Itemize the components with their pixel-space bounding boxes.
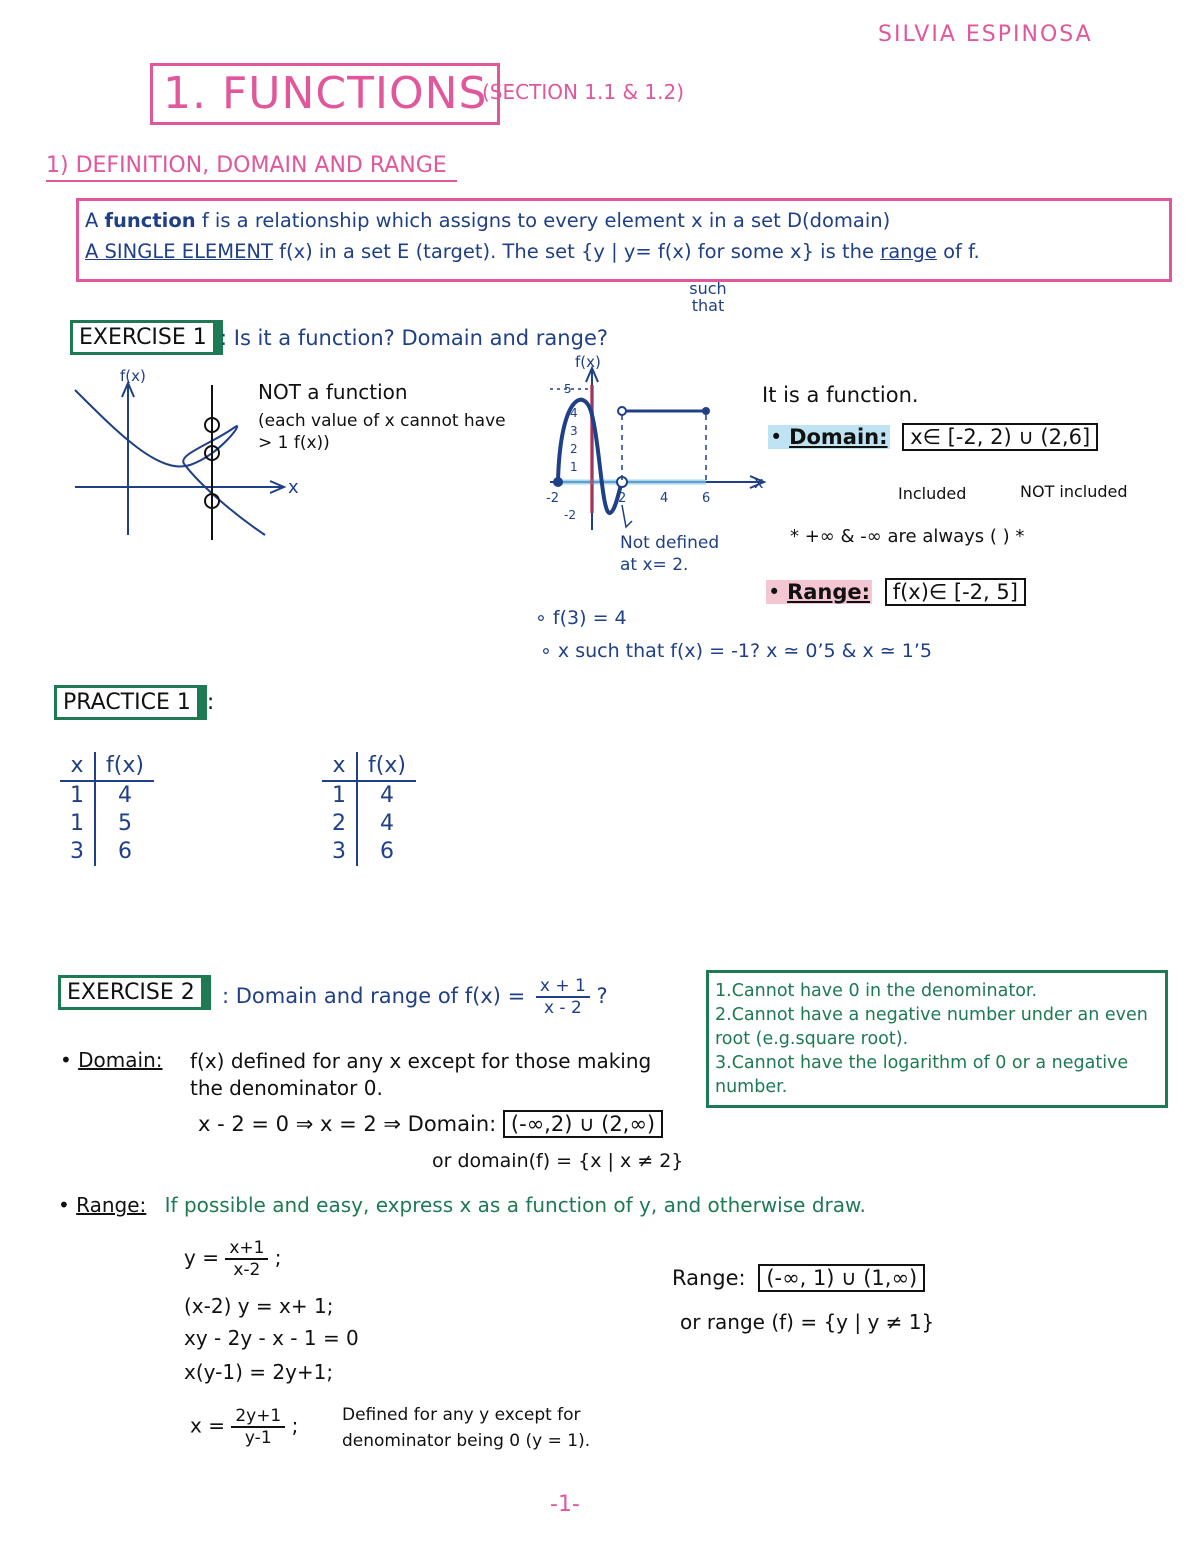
graph2-y-tick: 2 [570, 442, 578, 456]
graph2-y-tick: -2 [564, 508, 576, 522]
section-ref: (SECTION 1.1 & 1.2) [482, 80, 685, 104]
table-header: x [322, 752, 357, 781]
graph-function [530, 355, 770, 535]
table-header: f(x) [95, 752, 154, 781]
included-note: Included [898, 484, 967, 503]
range-step-3: xy - 2y - x - 1 = 0 [184, 1326, 359, 1350]
range-step-2: (x-2) y = x+ 1; [184, 1294, 334, 1318]
graph2-x-tick: 2 [618, 491, 627, 506]
domain-section: • Domain: [60, 1048, 163, 1072]
range-result-box: (-∞, 1) ∪ (1,∞) [758, 1264, 925, 1292]
f3-note: ∘ f(3) = 4 [535, 607, 627, 629]
table-header: f(x) [357, 752, 416, 781]
graph2-start-point [553, 477, 563, 487]
exercise-2-fraction: $\frac{x + 1}{x - 2}$ [536, 976, 590, 1018]
definition-line-2: A SINGLE ELEMENT f(x) in a set E (target). The set {y | y= f(x) for some x} is the range of f. [85, 240, 980, 263]
range-step-1: y = $\frac{x+1}{x-2}$ ; [184, 1238, 282, 1280]
range-alt: or range (f) = {y | y ≠ 1} [680, 1310, 935, 1334]
range-step-5-note: Defined for any y except for denominator being 0 (y = 1). [342, 1405, 591, 1451]
page-number: -1- [550, 1492, 580, 1517]
range-value: f(x)∈ [-2, 5] [885, 578, 1026, 606]
table-row: 3 6 [322, 838, 416, 866]
range-step-5: x = $\frac{2y+1}{y-1}$ ; [190, 1406, 299, 1448]
section-heading: 1) DEFINITION, DOMAIN AND RANGE [46, 153, 457, 182]
range-explanation: If possible and easy, express x as a function of y, and otherwise draw. [164, 1193, 866, 1217]
not-defined-note: Not defined at x= 2. [620, 533, 720, 575]
domain-result: (-∞,2) ∪ (2,∞) [503, 1110, 663, 1138]
practice-table-1 [60, 752, 154, 866]
not-function-label: NOT a function [258, 380, 408, 404]
practice-1-tag: PRACTICE 1 [54, 685, 207, 720]
infinity-note: * +∞ & -∞ are always ( ) * [790, 526, 1025, 547]
rule-3: 3.Cannot have the logarithm of 0 or a negative number. [715, 1053, 1129, 1097]
practice-table-2 [322, 752, 416, 866]
page-title: 1. FUNCTIONS [150, 63, 500, 125]
graph1-x-label: x [288, 477, 299, 498]
graph2-x-label: x [754, 473, 764, 492]
table-row: 1 4 [60, 781, 154, 810]
graph2-x-tick: 6 [702, 491, 711, 506]
x-such-note: ∘ x such that f(x) = -1? x ≃ 0’5 & x ≃ 1’5 [540, 640, 932, 662]
graph2-segment-open [618, 407, 626, 415]
definition-box [76, 198, 1172, 282]
practice-1-row: PRACTICE 1 : [54, 690, 214, 715]
such-that-note: such that [689, 279, 727, 315]
rule-1: 1.Cannot have 0 in the denominator. [715, 981, 1038, 1001]
graph2-y-tick: 4 [570, 406, 578, 420]
exercise-2-question: : Domain and range of f(x) = $\frac{x + 1}{x - 2}$ ? [222, 976, 608, 1018]
range-label: Range: [787, 580, 871, 604]
graph2-y-tick: 1 [570, 460, 578, 474]
function-term: function [104, 209, 196, 232]
domain-row: • Domain: x∈ [-2, 2) ∪ (2,6] [768, 425, 1098, 449]
table-row: 1 5 [60, 810, 154, 838]
range-row: • Range: f(x)∈ [-2, 5] [766, 580, 1026, 604]
exercise-1-question: : Is it a function? Domain and range? [220, 326, 609, 350]
not-defined-arrow [622, 505, 632, 527]
domain-value: x∈ [-2, 2) ∪ (2,6] [902, 423, 1098, 451]
rule-2: 2.Cannot have a negative number under an even root (e.g.square root). [715, 1005, 1148, 1049]
graph1-curve [75, 390, 265, 535]
range-term: range [880, 240, 937, 263]
rules-box [706, 970, 1168, 1108]
range-section: • Range: If possible and easy, express x as a function of y, and otherwise draw. [58, 1193, 866, 1217]
domain-alt: or domain(f) = {x | x ≠ 2} [432, 1150, 684, 1172]
exercise-1-tag: EXERCISE 1 [70, 320, 223, 355]
domain-label-2: Domain: [78, 1048, 163, 1072]
not-function-reason: (each value of x cannot have > 1 f(x)) [258, 411, 506, 453]
table-row: 2 4 [322, 810, 416, 838]
range-result: Range: (-∞, 1) ∪ (1,∞) [672, 1266, 925, 1290]
graph2-y-label: f(x) [575, 355, 601, 371]
graph2-x-tick: 4 [660, 491, 669, 506]
range-label-2: Range: [76, 1193, 147, 1217]
definition-line-1: A function f is a relationship which assigns to every element x in a set D(domain) [85, 209, 891, 232]
table-header: x [60, 752, 95, 781]
domain-label: Domain: [789, 425, 888, 449]
domain-explanation: f(x) defined for any x except for those making the denominator 0. [190, 1049, 652, 1100]
not-included-note: NOT included [1020, 482, 1128, 501]
graph2-segment-closed [702, 407, 710, 415]
graph2-y-tick: 5 [564, 382, 572, 396]
table-row: 1 4 [322, 781, 416, 810]
domain-equation: x - 2 = 0 ⇒ x = 2 ⇒ Domain: (-∞,2) ∪ (2,∞) [198, 1112, 663, 1136]
graph2-x-tick: -2 [546, 491, 559, 506]
graph1-y-label: f(x) [120, 367, 146, 385]
range-step-4: x(y-1) = 2y+1; [184, 1360, 334, 1384]
is-function-label: It is a function. [762, 383, 919, 407]
exercise-2-tag: EXERCISE 2 [58, 975, 211, 1010]
single-element-term: A SINGLE ELEMENT [85, 240, 273, 263]
graph2-y-tick: 3 [570, 424, 578, 438]
table-row: 3 6 [60, 838, 154, 866]
author-name: SILVIA ESPINOSA [878, 22, 1093, 47]
